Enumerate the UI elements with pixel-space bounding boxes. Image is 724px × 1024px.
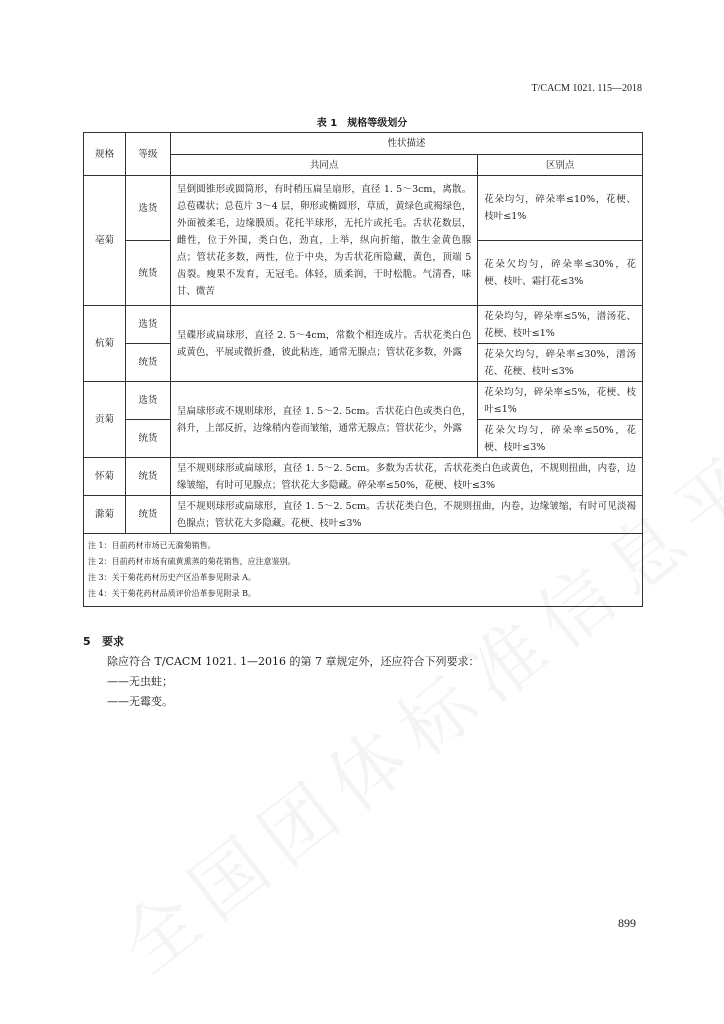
common-cell: 呈扁球形或不规则球形，直径 1. 5～2. 5cm。舌状花白色或类白色，斜升，上部反折，边缘稍内卷而皱缩，通常无腺点；管状花少，外露 [170, 382, 477, 458]
spec-cell: 怀菊 [84, 458, 126, 496]
grade-cell: 统货 [125, 458, 170, 496]
grade-cell: 统货 [125, 420, 170, 458]
page-number: 899 [618, 916, 636, 930]
section-number: 5 [83, 635, 91, 648]
description-cell: 呈不规则球形或扁球形，直径 1. 5～2. 5cm。多数为舌状花，舌状花类白色或黄色，不规则扭曲，内卷，边缘皱缩，有时可见腺点；管状花大多隐藏。碎朵率≤50%，花梗、枝叶≤3% [170, 458, 642, 496]
section-title: 要求 [102, 635, 124, 648]
grade-cell: 统货 [125, 344, 170, 382]
spec-cell: 亳菊 [84, 176, 126, 306]
table-row [84, 458, 643, 496]
grade-cell: 选货 [125, 306, 170, 344]
notes-row [84, 534, 643, 607]
diff-cell: 花朵欠均匀，碎朵率≤30%，潽汤花、花梗、枝叶≤3% [478, 344, 643, 382]
common-cell: 呈倒圆锥形或圆筒形，有时稍压扁呈扇形，直径 1. 5～3cm，离散。总苞碟状；总苞片 3～4 层，卵形或椭圆形，草质，黄绿色或褐绿色，外面被柔毛，边缘膜质。花托半球形，无托片或托毛。舌状花数层，雌性，位于外围，类白色，劲直，上举，纵向折缩，散生金黄色腺点；管状花多数，两性，位于中央，为舌状花所隐藏，黄色，顶端 5 齿裂。瘦果不发育，无冠毛。体轻，质柔润，干时松脆。气清香，味甘、微苦 [170, 176, 477, 306]
table-row [84, 382, 643, 420]
spec-cell: 杭菊 [84, 306, 126, 382]
section-intro: 除应符合 T/CACM 1021. 1—2016 的第 7 章规定外，还应符合下列要求： [107, 655, 480, 668]
diff-cell: 花朵均匀，碎朵率≤5%，花梗、枝叶≤1% [478, 382, 643, 420]
spec-cell: 贡菊 [84, 382, 126, 458]
table-note: 注 3：关于菊花药材历史产区沿革参见附录 A。 [88, 573, 256, 582]
requirement-item: ——无霉变。 [107, 695, 173, 708]
header-diff: 区别点 [478, 155, 643, 176]
grade-cell: 统货 [125, 496, 170, 534]
section-heading [83, 632, 480, 652]
table-row [84, 306, 643, 344]
table-note: 注 2：目前药材市场有硫黄熏蒸的菊花销售，应注意鉴别。 [88, 557, 296, 566]
header-description: 性状描述 [170, 133, 642, 155]
section-requirements [83, 632, 480, 712]
document-id: T/CACM 1021. 115—2018 [531, 83, 642, 94]
table-note: 注 4：关于菊花药材品质评价沿革参见附录 B。 [88, 589, 257, 598]
grade-cell: 选货 [125, 176, 170, 241]
table-notes [84, 534, 643, 607]
diff-cell: 花朵欠均匀，碎朵率≤30%，花梗、枝叶、霜打花≤3% [478, 241, 643, 306]
diff-cell: 花朵均匀，碎朵率≤10%，花梗、枝叶≤1% [478, 176, 643, 241]
grade-cell: 统货 [125, 241, 170, 306]
common-cell: 呈碟形或扁球形，直径 2. 5～4cm，常数个相连成片。舌状花类白色或黄色，平展或微折叠，彼此粘连，通常无腺点；管状花多数，外露 [170, 306, 477, 382]
requirement-item: ——无虫蛀； [107, 675, 173, 688]
header-common: 共同点 [170, 155, 477, 176]
diff-cell: 花朵均匀，碎朵率≤5%，潽汤花、花梗、枝叶≤1% [478, 306, 643, 344]
table-note: 注 1：目前药材市场已无滁菊销售。 [88, 541, 216, 550]
spec-cell: 滁菊 [84, 496, 126, 534]
diff-cell: 花朵欠均匀，碎朵率≤50%，花梗、枝叶≤3% [478, 420, 643, 458]
description-cell: 呈不规则球形或扁球形，直径 1. 5～2. 5cm。舌状花类白色，不规则扭曲，内卷，边缘皱缩，有时可见淡褐色腺点；管状花大多隐藏。花梗、枝叶≤3% [170, 496, 642, 534]
table-header-row [84, 133, 643, 155]
table-title: 表 1 规格等级划分 [316, 118, 408, 129]
grade-cell: 选货 [125, 382, 170, 420]
grade-table [83, 132, 643, 607]
header-grade: 等级 [125, 133, 170, 176]
table-row [84, 496, 643, 534]
table-row [84, 176, 643, 241]
header-spec: 规格 [84, 133, 126, 176]
